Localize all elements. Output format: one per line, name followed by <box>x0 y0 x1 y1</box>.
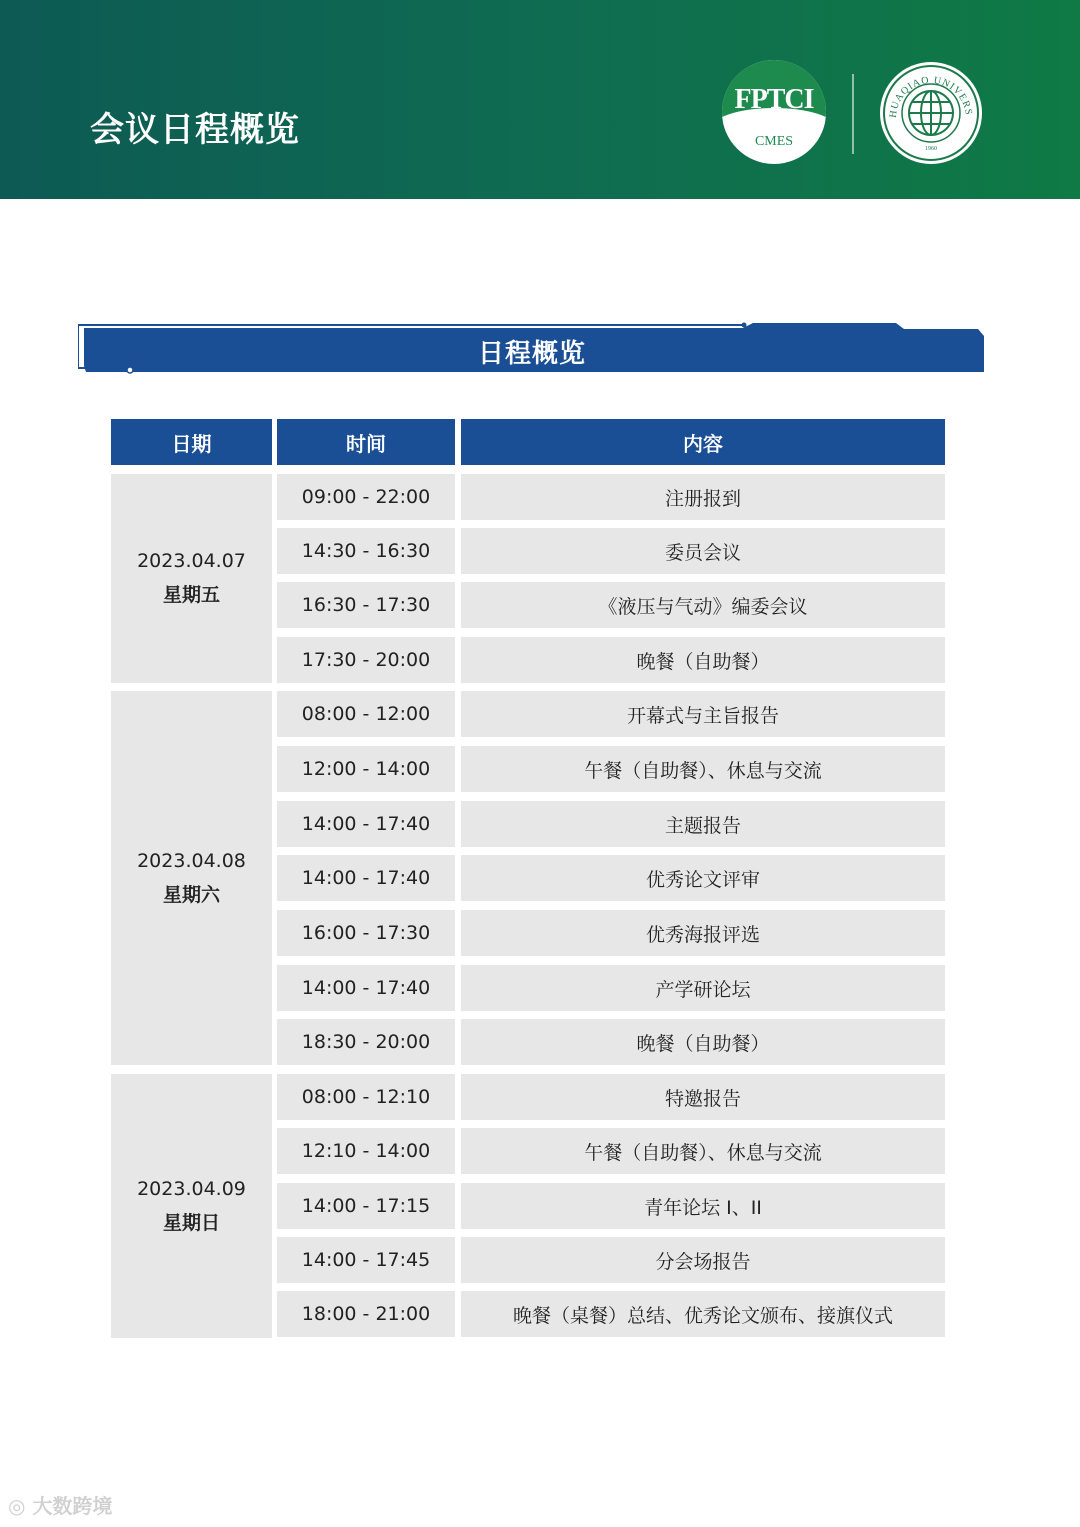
time-cell: 12:00 - 14:00 <box>277 746 455 792</box>
time-cell: 16:00 - 17:30 <box>277 910 455 956</box>
weekday-value: 星期五 <box>162 584 220 606</box>
content-cell: 注册报到 <box>461 474 945 520</box>
section-title: 日程概览 <box>477 339 586 369</box>
content-cell: 产学研论坛 <box>461 965 945 1011</box>
weekday-value: 星期日 <box>162 1211 220 1234</box>
content-cell: 主题报告 <box>461 801 945 847</box>
content-cell: 优秀论文评审 <box>461 855 945 901</box>
time-cell: 14:00 - 17:40 <box>277 855 455 901</box>
time-cell: 08:00 - 12:00 <box>277 691 455 737</box>
time-cell: 14:00 - 17:40 <box>277 801 455 847</box>
page-header <box>0 0 1080 199</box>
content-cell: 《液压与气动》编委会议 <box>461 582 945 628</box>
watermark-text: 大数跨境 <box>32 1494 113 1518</box>
watermark-icon: ◎ <box>8 1494 26 1518</box>
time-cell: 12:10 - 14:00 <box>277 1128 455 1174</box>
time-cell: 16:30 - 17:30 <box>277 582 455 628</box>
watermark <box>8 1490 112 1519</box>
time-cell: 14:00 - 17:40 <box>277 965 455 1011</box>
content-cell: 午餐（自助餐）、休息与交流 <box>461 1128 945 1174</box>
cmes-logo-mark: FPTCI <box>734 84 814 115</box>
huaqiao-university-logo <box>880 62 982 164</box>
column-header-content: 内容 <box>461 419 945 465</box>
cmes-logo-sub: CMES <box>754 134 794 149</box>
time-cell: 17:30 - 20:00 <box>277 637 455 683</box>
cmes-logo <box>722 60 826 164</box>
time-cell: 14:00 - 17:45 <box>277 1237 455 1283</box>
content-cell: 午餐（自助餐）、休息与交流 <box>461 746 945 792</box>
time-cell: 18:30 - 20:00 <box>277 1019 455 1065</box>
date-value: 2023.04.07 <box>137 550 246 572</box>
date-value: 2023.04.09 <box>137 1177 246 1200</box>
content-cell: 青年论坛 I、II <box>461 1183 945 1229</box>
time-cell: 14:30 - 16:30 <box>277 528 455 574</box>
content-cell: 开幕式与主旨报告 <box>461 691 945 737</box>
column-header-date: 日期 <box>111 419 272 465</box>
time-cell: 08:00 - 12:10 <box>277 1074 455 1120</box>
time-cell: 18:00 - 21:00 <box>277 1291 455 1337</box>
date-cell <box>111 1074 272 1338</box>
time-cell: 14:00 - 17:15 <box>277 1183 455 1229</box>
seal-year: 1960 <box>925 146 937 152</box>
content-cell: 晚餐（自助餐） <box>461 1019 945 1065</box>
content-cell: 晚餐（自助餐） <box>461 637 945 683</box>
logo-divider <box>852 74 854 154</box>
content-cell: 特邀报告 <box>461 1074 945 1120</box>
date-cell <box>111 691 272 1065</box>
page-title: 会议日程概览 <box>90 110 300 150</box>
weekday-value: 星期六 <box>162 883 220 906</box>
time-cell: 09:00 - 22:00 <box>277 474 455 520</box>
huaqiao-seal-icon <box>880 62 982 164</box>
seal-text: HUAQIAO UNIVERS <box>887 74 974 119</box>
content-cell: 晚餐（桌餐）总结、优秀论文颁布、接旗仪式 <box>461 1291 945 1337</box>
content-cell: 分会场报告 <box>461 1237 945 1283</box>
column-header-time: 时间 <box>277 419 455 465</box>
date-value: 2023.04.08 <box>137 849 246 872</box>
content-cell: 优秀海报评选 <box>461 910 945 956</box>
date-cell <box>111 474 272 683</box>
content-cell: 委员会议 <box>461 528 945 574</box>
